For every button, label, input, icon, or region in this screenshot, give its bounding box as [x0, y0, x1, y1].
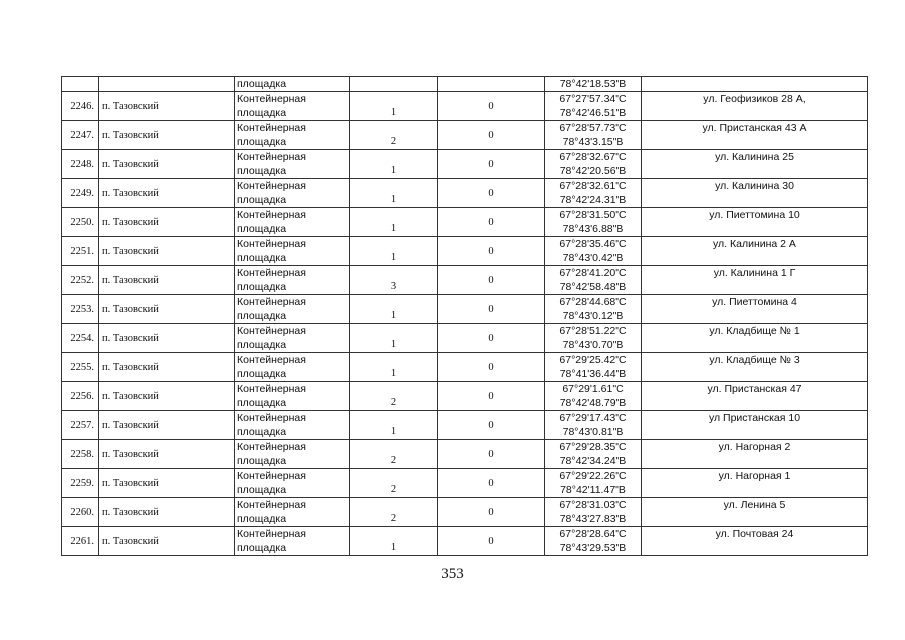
latitude: 67°28'35.46"С	[559, 238, 627, 250]
cell-num: 2260.	[62, 498, 99, 527]
table-row	[62, 353, 868, 382]
type-line-2: площадка	[237, 165, 287, 177]
cell-count: 1	[350, 295, 438, 324]
cell-location: п. Тазовский	[99, 498, 235, 527]
cell-coord	[545, 92, 642, 121]
cell-num: 2261.	[62, 527, 99, 556]
cell-zero: 0	[438, 150, 545, 179]
cell-num: 2250.	[62, 208, 99, 237]
cell-address: ул. Геофизиков 28 А,	[642, 92, 868, 121]
page-number: 353	[441, 566, 464, 582]
type-line-1: Контейнерная	[237, 209, 306, 221]
table-row	[62, 179, 868, 208]
cell-count: 1	[350, 324, 438, 353]
type-line-2: площадка	[237, 136, 287, 148]
latitude: 67°28'31.50"С	[559, 209, 627, 221]
cell-address: ул. Нагорная 2	[642, 440, 868, 469]
latitude: 67°29'28.35"С	[559, 441, 627, 453]
cell-num: 2254.	[62, 324, 99, 353]
type-line-2: площадка	[237, 223, 287, 235]
cell-zero: 0	[438, 498, 545, 527]
cell-count: 2	[350, 121, 438, 150]
cell-type	[235, 77, 350, 92]
type-line-1: Контейнерная	[237, 354, 306, 366]
cell-coord	[545, 208, 642, 237]
cell-num: 2257.	[62, 411, 99, 440]
cell-location: п. Тазовский	[99, 237, 235, 266]
type-line-2: площадка	[237, 310, 287, 322]
type-line-1: Контейнерная	[237, 325, 306, 337]
table-row	[62, 295, 868, 324]
cell-coord	[545, 469, 642, 498]
type-line-1: Контейнерная	[237, 499, 306, 511]
longitude: 78°42'20.56"В	[559, 165, 627, 177]
latitude: 67°28'32.67"С	[559, 151, 627, 163]
cell-count: 1	[350, 237, 438, 266]
type-line-1: Контейнерная	[237, 412, 306, 424]
cell-num: 2246.	[62, 92, 99, 121]
cell-num: 2248.	[62, 150, 99, 179]
cell-count: 3	[350, 266, 438, 295]
cell-zero: 0	[438, 353, 545, 382]
cell-address: ул. Калинина 30	[642, 179, 868, 208]
cell-type	[235, 92, 350, 121]
table-row	[62, 382, 868, 411]
cell-type	[235, 469, 350, 498]
cell-count: 2	[350, 498, 438, 527]
cell-address: ул. Калинина 25	[642, 150, 868, 179]
cell-zero: 0	[438, 179, 545, 208]
cell-address: ул. Кладбище № 1	[642, 324, 868, 353]
cell-location: п. Тазовский	[99, 150, 235, 179]
latitude: 67°28'41.20"С	[559, 267, 627, 279]
cell-num	[62, 77, 99, 92]
type-line: площадка	[237, 78, 287, 90]
type-line-2: площадка	[237, 194, 287, 206]
type-line-2: площадка	[237, 339, 287, 351]
type-line-2: площадка	[237, 426, 287, 438]
table-row	[62, 150, 868, 179]
cell-address: ул. Почтовая 24	[642, 527, 868, 556]
table-row	[62, 411, 868, 440]
cell-type	[235, 179, 350, 208]
cell-location: п. Тазовский	[99, 324, 235, 353]
longitude: 78°43'3.15"В	[562, 136, 624, 148]
cell-location: п. Тазовский	[99, 440, 235, 469]
type-line-2: площадка	[237, 455, 287, 467]
type-line-1: Контейнерная	[237, 93, 306, 105]
cell-zero: 0	[438, 208, 545, 237]
longitude: 78°42'11.47"В	[560, 484, 626, 496]
longitude: 78°43'6.88"В	[562, 223, 624, 235]
cell-count: 2	[350, 440, 438, 469]
cell-count: 1	[350, 150, 438, 179]
cell-address: ул. Пристанская 43 А	[642, 121, 868, 150]
type-line-2: площадка	[237, 368, 287, 380]
latitude: 67°29'22.26"С	[559, 470, 627, 482]
type-line-1: Контейнерная	[237, 470, 306, 482]
cell-type	[235, 266, 350, 295]
cell-type	[235, 208, 350, 237]
table-row-continued	[62, 77, 868, 92]
cell-address: ул Пристанская 10	[642, 411, 868, 440]
cell-type	[235, 382, 350, 411]
table-row	[62, 208, 868, 237]
cell-coord	[545, 498, 642, 527]
cell-num: 2256.	[62, 382, 99, 411]
cell-coord	[545, 237, 642, 266]
cell-location	[99, 77, 235, 92]
cell-type	[235, 353, 350, 382]
longitude: 78°42'48.79"В	[559, 397, 627, 409]
cell-location: п. Тазовский	[99, 208, 235, 237]
latitude: 67°28'28.64"С	[559, 528, 627, 540]
longitude: 78°43'0.12"В	[562, 310, 624, 322]
cell-type	[235, 150, 350, 179]
table-row	[62, 92, 868, 121]
type-line-1: Контейнерная	[237, 383, 306, 395]
cell-num: 2247.	[62, 121, 99, 150]
type-line-1: Контейнерная	[237, 180, 306, 192]
cell-coord	[545, 411, 642, 440]
cell-zero: 0	[438, 237, 545, 266]
cell-location: п. Тазовский	[99, 179, 235, 208]
cell-zero: 0	[438, 121, 545, 150]
cell-type	[235, 295, 350, 324]
cell-location: п. Тазовский	[99, 92, 235, 121]
latitude: 67°29'1.61"С	[562, 383, 624, 395]
type-line-2: площадка	[237, 397, 287, 409]
cell-address: ул. Калинина 1 Г	[642, 266, 868, 295]
cell-location: п. Тазовский	[99, 469, 235, 498]
coord-line: 78°42'18.53"В	[559, 78, 627, 90]
cell-zero: 0	[438, 411, 545, 440]
cell-num: 2258.	[62, 440, 99, 469]
longitude: 78°43'29.53"В	[559, 542, 627, 554]
cell-zero: 0	[438, 382, 545, 411]
latitude: 67°27'57.34"С	[559, 93, 627, 105]
cell-zero: 0	[438, 469, 545, 498]
longitude: 78°43'0.70"В	[562, 339, 624, 351]
cell-coord	[545, 77, 642, 92]
type-line-1: Контейнерная	[237, 267, 306, 279]
cell-count: 2	[350, 382, 438, 411]
type-line-2: площадка	[237, 513, 287, 525]
table-row	[62, 440, 868, 469]
cell-coord	[545, 353, 642, 382]
cell-count: 1	[350, 527, 438, 556]
type-line-2: площадка	[237, 107, 287, 119]
type-line-1: Контейнерная	[237, 122, 306, 134]
cell-num: 2259.	[62, 469, 99, 498]
cell-address: ул. Калинина 2 А	[642, 237, 868, 266]
cell-num: 2253.	[62, 295, 99, 324]
type-line-1: Контейнерная	[237, 151, 306, 163]
cell-coord	[545, 179, 642, 208]
cell-count: 1	[350, 92, 438, 121]
cell-coord	[545, 324, 642, 353]
cell-num: 2255.	[62, 353, 99, 382]
table-row	[62, 121, 868, 150]
type-line-2: площадка	[237, 484, 287, 496]
cell-coord	[545, 150, 642, 179]
cell-coord	[545, 440, 642, 469]
cell-zero	[438, 77, 545, 92]
cell-coord	[545, 266, 642, 295]
cell-zero: 0	[438, 440, 545, 469]
cell-num: 2251.	[62, 237, 99, 266]
latitude: 67°28'31.03"С	[559, 499, 627, 511]
latitude: 67°29'25.42"С	[559, 354, 627, 366]
cell-type	[235, 498, 350, 527]
cell-coord	[545, 527, 642, 556]
cell-address: ул. Пиеттомина 4	[642, 295, 868, 324]
cell-type	[235, 527, 350, 556]
longitude: 78°42'24.31"В	[559, 194, 627, 206]
cell-zero: 0	[438, 295, 545, 324]
cell-address: ул. Нагорная 1	[642, 469, 868, 498]
longitude: 78°42'34.24"В	[559, 455, 627, 467]
latitude: 67°28'32.61"С	[559, 180, 627, 192]
latitude: 67°28'51.22"С	[559, 325, 627, 337]
cell-location: п. Тазовский	[99, 121, 235, 150]
cell-count	[350, 77, 438, 92]
cell-num: 2252.	[62, 266, 99, 295]
table-row	[62, 498, 868, 527]
table-body	[62, 77, 868, 556]
cell-count: 1	[350, 411, 438, 440]
table-row	[62, 266, 868, 295]
cell-address: ул. Пристанская 47	[642, 382, 868, 411]
cell-address	[642, 77, 868, 92]
longitude: 78°43'27.83"В	[559, 513, 627, 525]
cell-count: 2	[350, 469, 438, 498]
cell-zero: 0	[438, 527, 545, 556]
longitude: 78°42'46.51"В	[559, 107, 627, 119]
cell-type	[235, 237, 350, 266]
cell-coord	[545, 382, 642, 411]
cell-count: 1	[350, 179, 438, 208]
latitude: 67°28'44.68"С	[559, 296, 627, 308]
cell-zero: 0	[438, 324, 545, 353]
type-line-2: площадка	[237, 281, 287, 293]
cell-type	[235, 440, 350, 469]
cell-address: ул. Кладбище № 3	[642, 353, 868, 382]
type-line-2: площадка	[237, 542, 287, 554]
table-row	[62, 469, 868, 498]
cell-type	[235, 121, 350, 150]
cell-location: п. Тазовский	[99, 527, 235, 556]
type-line-1: Контейнерная	[237, 441, 306, 453]
type-line-1: Контейнерная	[237, 528, 306, 540]
cell-address: ул. Ленина 5	[642, 498, 868, 527]
cell-zero: 0	[438, 92, 545, 121]
latitude: 67°28'57.73"С	[559, 122, 627, 134]
cell-location: п. Тазовский	[99, 382, 235, 411]
cell-location: п. Тазовский	[99, 266, 235, 295]
cell-address: ул. Пиеттомина 10	[642, 208, 868, 237]
type-line-2: площадка	[237, 252, 287, 264]
longitude: 78°43'0.81"В	[562, 426, 624, 438]
cell-type	[235, 411, 350, 440]
cell-type	[235, 324, 350, 353]
longitude: 78°42'58.48"В	[559, 281, 627, 293]
type-line-1: Контейнерная	[237, 296, 306, 308]
cell-location: п. Тазовский	[99, 411, 235, 440]
cell-count: 1	[350, 353, 438, 382]
cell-coord	[545, 295, 642, 324]
table-row	[62, 527, 868, 556]
latitude: 67°29'17.43"С	[559, 412, 627, 424]
cell-zero: 0	[438, 266, 545, 295]
table-row	[62, 324, 868, 353]
table-row	[62, 237, 868, 266]
type-line-1: Контейнерная	[237, 238, 306, 250]
longitude: 78°41'36.44"В	[559, 368, 627, 380]
cell-coord	[545, 121, 642, 150]
longitude: 78°43'0.42"В	[562, 252, 624, 264]
cell-location: п. Тазовский	[99, 295, 235, 324]
cell-count: 1	[350, 208, 438, 237]
container-sites-table	[61, 76, 868, 556]
cell-location: п. Тазовский	[99, 353, 235, 382]
cell-num: 2249.	[62, 179, 99, 208]
